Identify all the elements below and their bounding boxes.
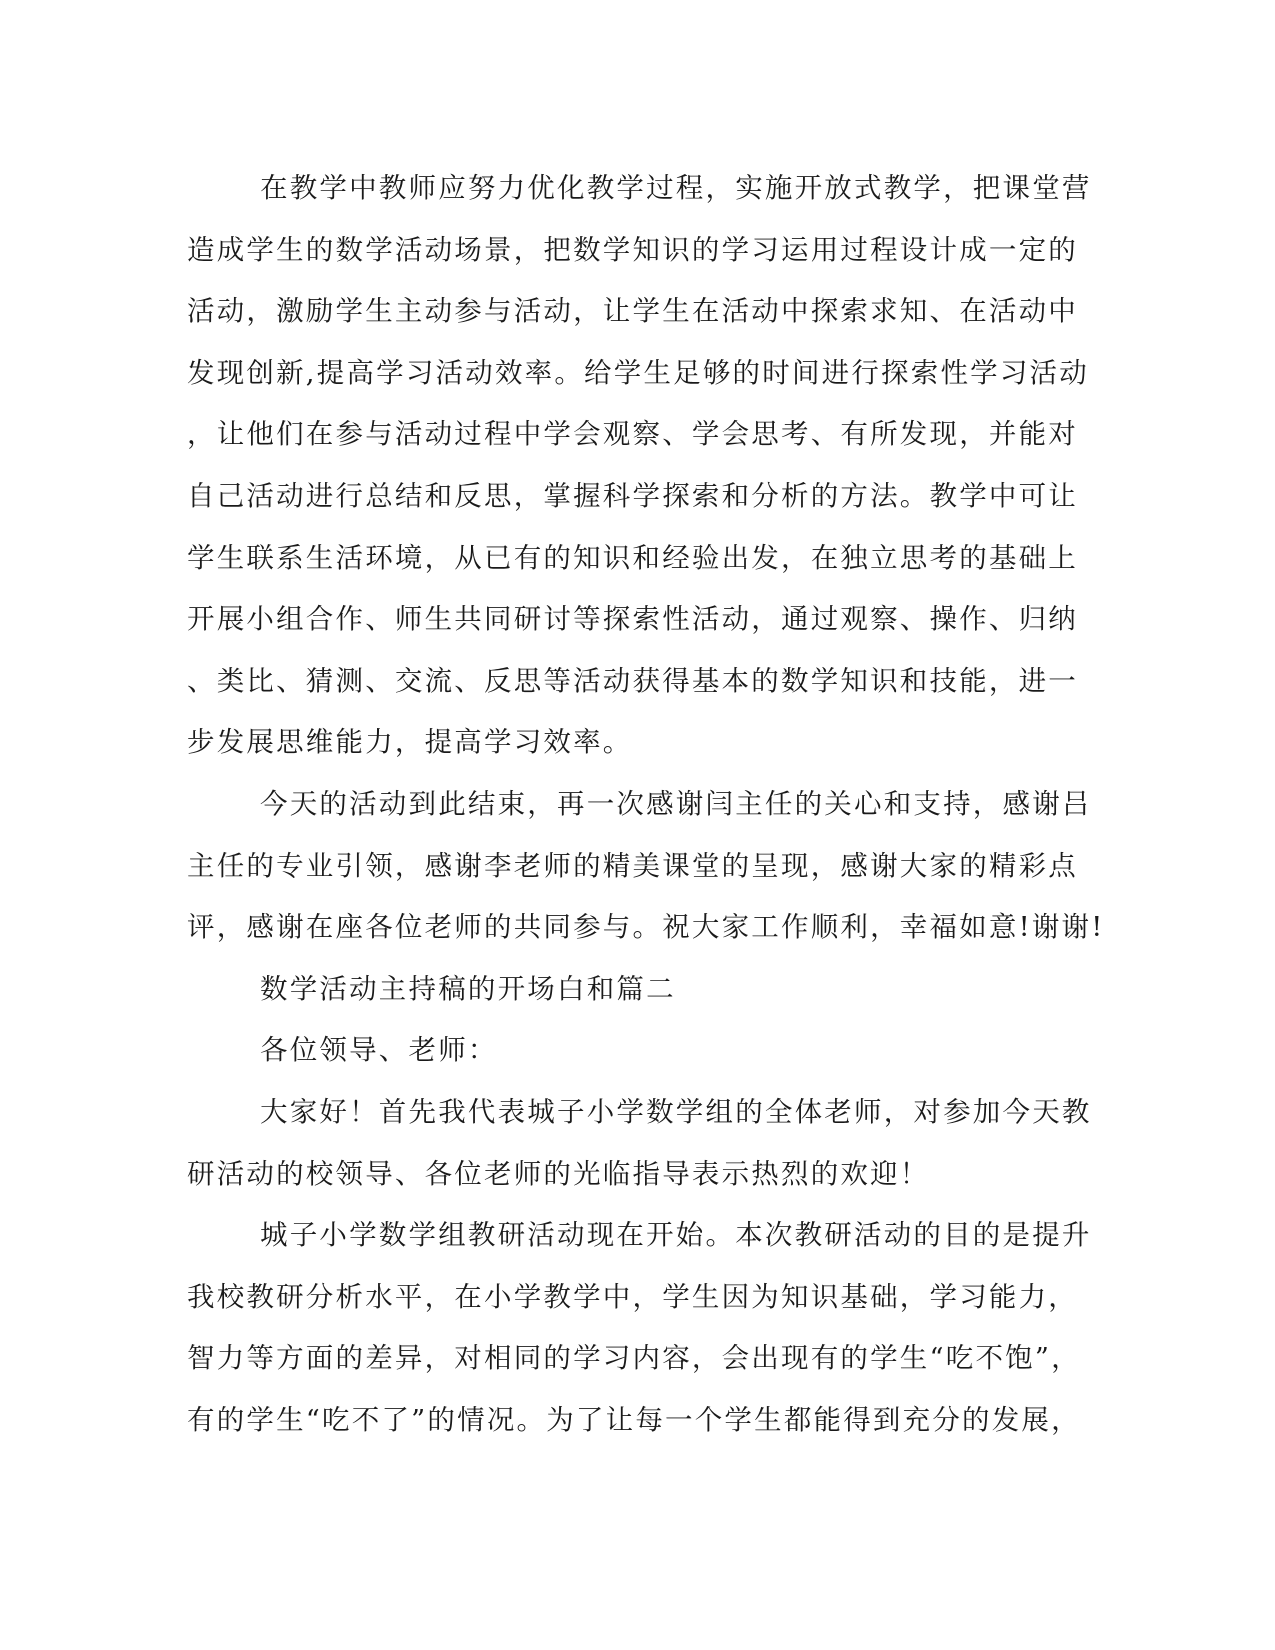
document-body bbox=[187, 158, 1105, 1451]
text-line: 今天的活动到此结束，再一次感谢闫主任的关心和支持，感谢吕 bbox=[260, 787, 1092, 820]
text-line: 开展小组合作、师生共同研讨等探索性活动，通过观察、操作、归纳 bbox=[187, 603, 1078, 636]
text-line: 主任的专业引领，感谢李老师的精美课堂的呈现，感谢大家的精彩点 bbox=[187, 849, 1078, 882]
text-line: 有的学生“吃不了”的情况。为了让每一个学生都能得到充分的发展， bbox=[187, 1403, 1081, 1436]
text-line: 城子小学数学组教研活动现在开始。本次教研活动的目的是提升 bbox=[260, 1219, 1092, 1252]
text-line: 步发展思维能力，提高学习效率。 bbox=[187, 726, 633, 759]
text-line: 自己活动进行总结和反思，掌握科学探索和分析的方法。教学中可让 bbox=[187, 479, 1078, 512]
text-line: 评，感谢在座各位老师的共同参与。祝大家工作顺利，幸福如意!谢谢! bbox=[187, 911, 1105, 944]
text-line: 发现创新,提高学习活动效率。给学生足够的时间进行探索性学习活动 bbox=[187, 356, 1089, 389]
section-heading: 数学活动主持稿的开场白和篇二 bbox=[260, 972, 676, 1005]
text-line: 智力等方面的差异，对相同的学习内容，会出现有的学生“吃不饱”， bbox=[187, 1342, 1081, 1375]
text-line: 活动，激励学生主动参与活动，让学生在活动中探索求知、在活动中 bbox=[187, 295, 1078, 328]
text-line: 造成学生的数学活动场景，把数学知识的学习运用过程设计成一定的 bbox=[187, 233, 1078, 266]
text-line: 、类比、猜测、交流、反思等活动获得基本的数学知识和技能，进一 bbox=[187, 664, 1078, 697]
text-line: ，让他们在参与活动过程中学会观察、学会思考、有所发现，并能对 bbox=[187, 418, 1078, 451]
text-line: 研活动的校领导、各位老师的光临指导表示热烈的欢迎！ bbox=[187, 1157, 930, 1190]
text-line: 在教学中教师应努力优化教学过程，实施开放式教学，把课堂营 bbox=[260, 172, 1092, 204]
text-line: 学生联系生活环境，从已有的知识和经验出发，在独立思考的基础上 bbox=[187, 541, 1078, 574]
text-line: 我校教研分析水平，在小学教学中，学生因为知识基础，学习能力， bbox=[187, 1280, 1078, 1313]
salutation: 各位领导、老师： bbox=[260, 1034, 498, 1067]
text-line: 大家好！首先我代表城子小学数学组的全体老师，对参加今天教 bbox=[260, 1095, 1092, 1128]
